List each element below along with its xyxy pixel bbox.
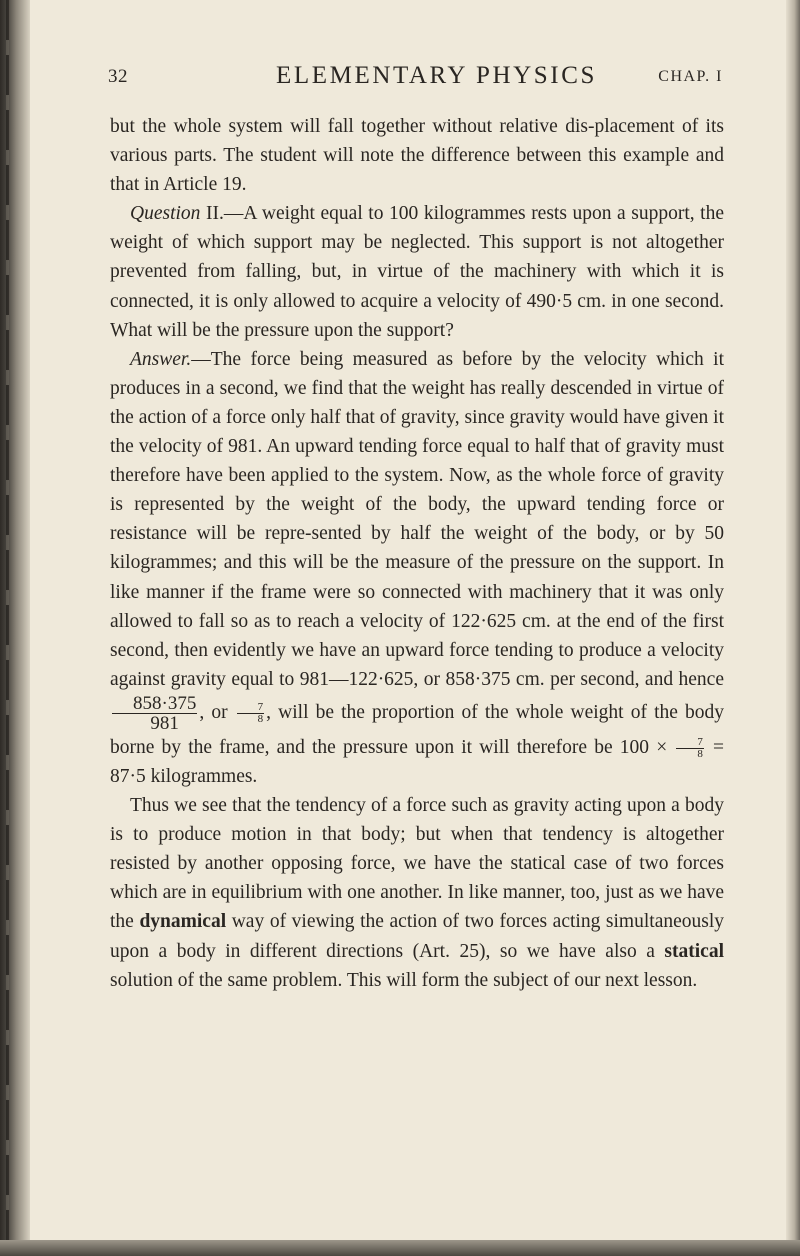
term-dynamical: dynamical <box>139 911 227 933</box>
paragraph-question: Question II.—A weight equal to 100 kilogrammes rests upon a support, the weight of which support may be neglected. This support is not altogether prevented from falling, but, in virtue of the machinery with which it is connected, it is only allowed to acquire a velocity of 490·5 cm. in one second. What will be the pressure upon the support? <box>110 203 724 341</box>
body-text <box>110 112 724 995</box>
chapter-label: CHAP. I <box>658 68 723 85</box>
fraction-seven-eighths: $\frac{7}{8}$ <box>237 702 265 725</box>
page-right-edge <box>786 0 800 1256</box>
question-label: Question <box>130 203 201 225</box>
paragraph-continuation: but the whole system will fall together without relative dis-placement of its various parts. The student will note the difference between this example and that in Article 19. <box>110 116 724 196</box>
fraction-858-over-981: $\frac{858\cdot 375}{981}$ <box>112 694 197 733</box>
paragraph-conclusion: Thus we see that the tendency of a force such as gravity acting upon a body is to produce motion in that body; but when that tendency is altogether resisted by another opposing force, we have the statical case of two forces which are in equilibrium with one another. In like manner, too, just as we have the dynamical way of viewing the action of two forces acting simultaneously upon a body in different directions (Art. 25), so we have also a statical solution of the same problem. This will form the subject of our next lesson. <box>110 795 725 991</box>
running-title: ELEMENTARY PHYSICS <box>276 62 597 89</box>
page-header <box>108 62 723 96</box>
paragraph-answer: Answer.—The force being measured as before by the velocity which it produces in a second, we find that the weight has really descended in virtue of the action of a force only half that of gravity, since gravity would have given it the velocity of 981. An upward tending force equal to half that of gravity must therefore have been applied to the system. Now, as the whole force of gravity is represented by the weight of the body, the upward tending force or resistance will be repre-sented by half the weight of the body, or by 50 kilogrammes; and this will be the measure of the pressure on the support. In like manner if the frame were so connected with machinery that it was only allowed to fall so as to reach a velocity of 122·625 cm. at the end of the first second, then evidently we have an upward force tending to produce a velocity against gravity equal to 981—122·625, or 858·375 cm. per second, and hence $\frac{858\cdot 375}{981}$ , or $\frac{7}{8}$ , will be the proportion of the whole weight of the body borne by the frame, and the pressure upon it will therefore be 100 × $\frac{7}{8}$ = 87·5 kilogrammes. <box>110 348 725 787</box>
page-number: 32 <box>108 66 128 87</box>
book-spine-edge <box>0 0 30 1256</box>
page-bottom-edge <box>0 1240 800 1256</box>
answer-label: Answer. <box>130 348 192 370</box>
fraction-seven-eighths-2: $\frac{7}{8}$ <box>676 737 704 760</box>
term-statical: statical <box>664 940 724 962</box>
